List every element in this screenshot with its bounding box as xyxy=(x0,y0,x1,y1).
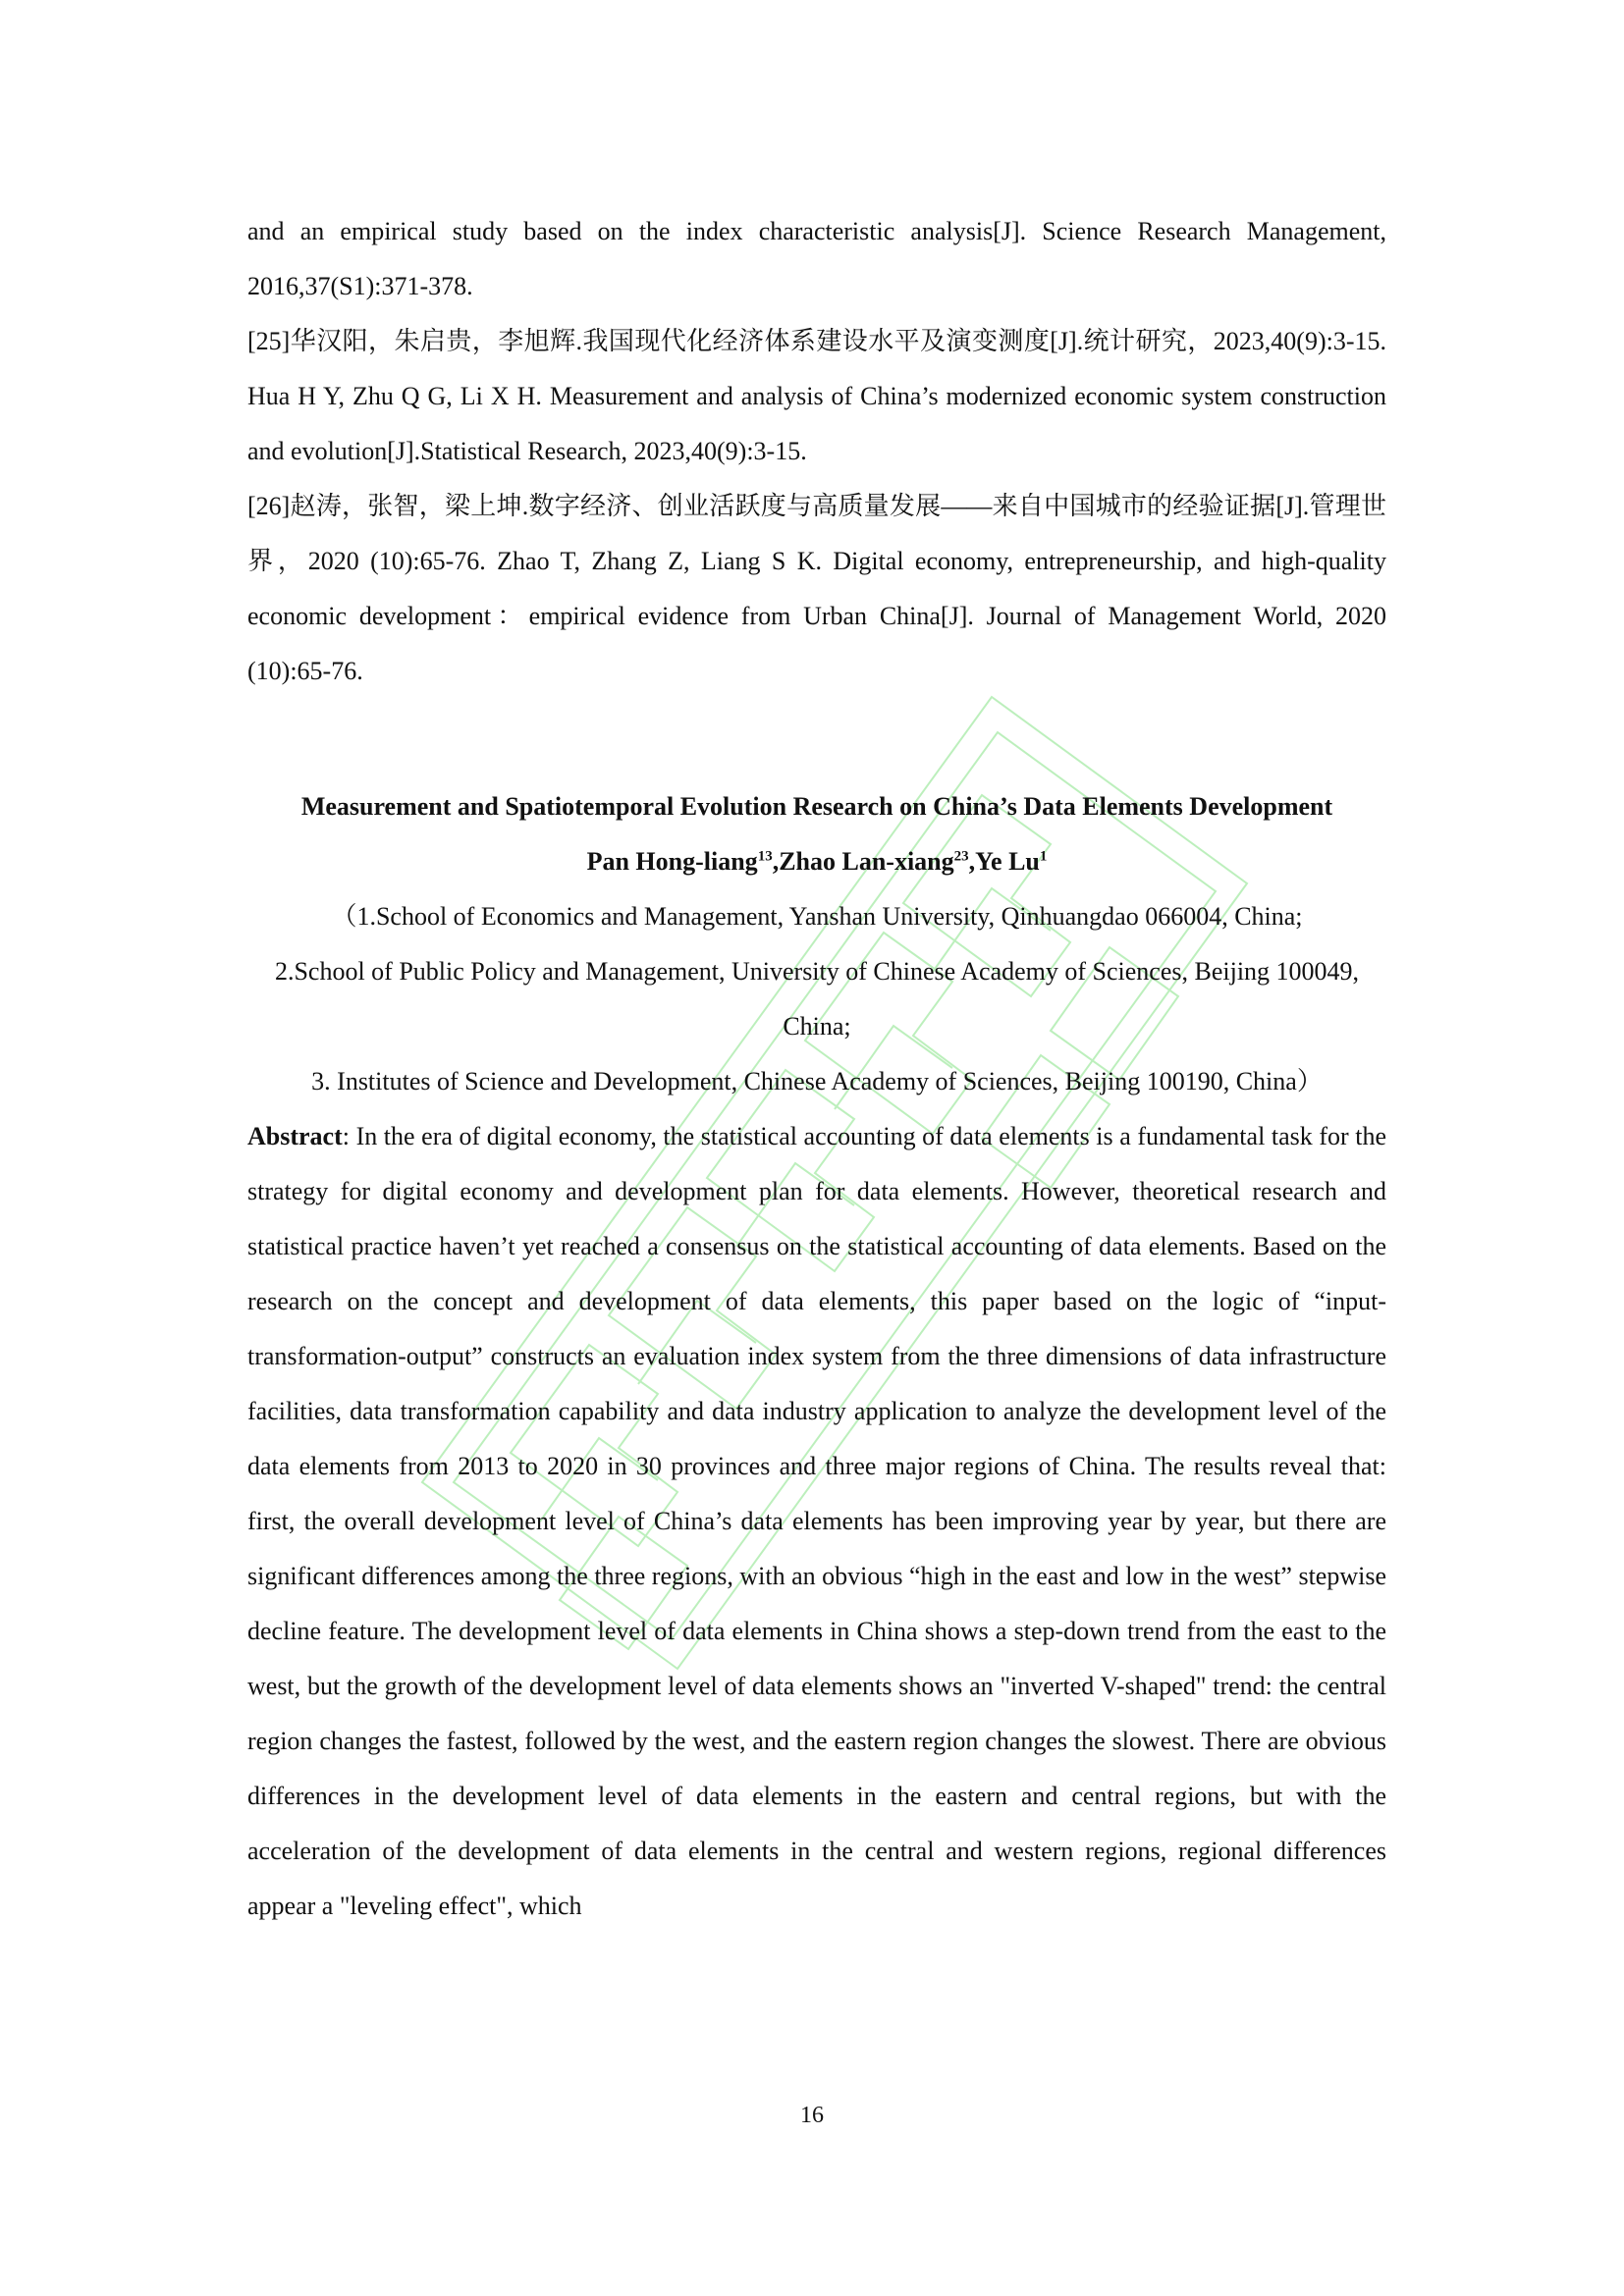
reference-number: [25] xyxy=(247,327,291,355)
reference-number: [26] xyxy=(247,492,291,520)
author-name: Pan Hong-liang xyxy=(586,847,758,876)
affiliation-2: 2.School of Public Policy and Management, University of Chinese Academy of Sciences, Beijing 100049, China; xyxy=(274,957,1360,1041)
affiliations xyxy=(247,889,1386,1109)
author-affiliation-marker: 13 xyxy=(757,848,773,865)
reference-text: 赵涛，张智，梁上坤.数字经济、创业活跃度与高质量发展——来自中国城市的经验证据[J].管理世界，2020 (10):65-76. Zhao T, Zhang Z, Liang S K. Digital economy, entrepreneurship, and high-quality economic development：empirical evidence from Urban China[J]. Journal of Management World, 2020 (10):65-76. xyxy=(247,492,1386,685)
abstract-text: : In the era of digital economy, the statistical accounting of data elements is a fundamental task for the strategy for digital economy and development plan for data elements. However, theoretical research and statistical practice haven’t yet reached a consensus on the statistical accounting of data elements. Based on the research on the concept and development of data elements, this paper based on the logic of “input-transformation-output” constructs an evaluation index system from the three dimensions of data infrastructure facilities, data transformation capability and data industry application to analyze the development level of the data elements from 2013 to 2020 in 30 provinces and three major regions of China. The results reveal that: first, the overall development level of China’s data elements has been improving year by year, but there are significant differences among the three regions, with an obvious “high in the east and low in the west” stepwise decline feature. The development level of data elements in China shows a step-down trend from the east to the west, but the growth of the development level of data elements shows an "inverted V-shaped" trend: the central region changes the fastest, followed by the west, and the eastern region changes the slowest. There are obvious differences in the development level of data elements in the eastern and central regions, but with the acceleration of the development of data elements in the central and western regions, regional differences appear a "leveling effect", which xyxy=(247,1122,1386,1920)
author-separator: , xyxy=(968,847,976,876)
author-name: Ye Lu xyxy=(975,847,1040,876)
reference-text: and an empirical study based on the index characteristic analysis[J]. Science Research Management, 2016,37(S1):371-378. xyxy=(247,217,1386,300)
reference-text: 华汉阳，朱启贵，李旭辉.我国现代化经济体系建设水平及演变测度[J].统计研究，2023,40(9):3-15. Hua H Y, Zhu Q G, Li X H. Measurement and analysis of China’s modernized economic system construction and evolution[J].Statistical Research, 2023,40(9):3-15. xyxy=(247,327,1386,465)
reference-entry-26 xyxy=(247,479,1386,699)
paper-title: Measurement and Spatiotemporal Evolution Research on China’s Data Elements Development xyxy=(300,792,1333,821)
affiliation-3: 3. Institutes of Science and Development, Chinese Academy of Sciences, Beijing 100190, China） xyxy=(311,1067,1323,1095)
author-separator: , xyxy=(772,847,780,876)
author-affiliation-marker: 23 xyxy=(953,848,969,865)
page-number: 16 xyxy=(800,2103,824,2128)
reference-entry-25 xyxy=(247,314,1386,479)
page-content xyxy=(247,204,1386,1934)
paper-authors xyxy=(247,834,1386,889)
reference-entry-24-continued xyxy=(247,204,1386,314)
affiliation-1: （1.School of Economics and Management, Yanshan University, Qinhuangdao 066004, China; xyxy=(331,902,1303,931)
abstract xyxy=(247,1109,1386,1934)
abstract-label: Abstract xyxy=(247,1122,343,1150)
author-name: Zhao Lan-xiang xyxy=(779,847,954,876)
author-affiliation-marker: 1 xyxy=(1039,848,1048,865)
english-title-block xyxy=(247,779,1386,1109)
